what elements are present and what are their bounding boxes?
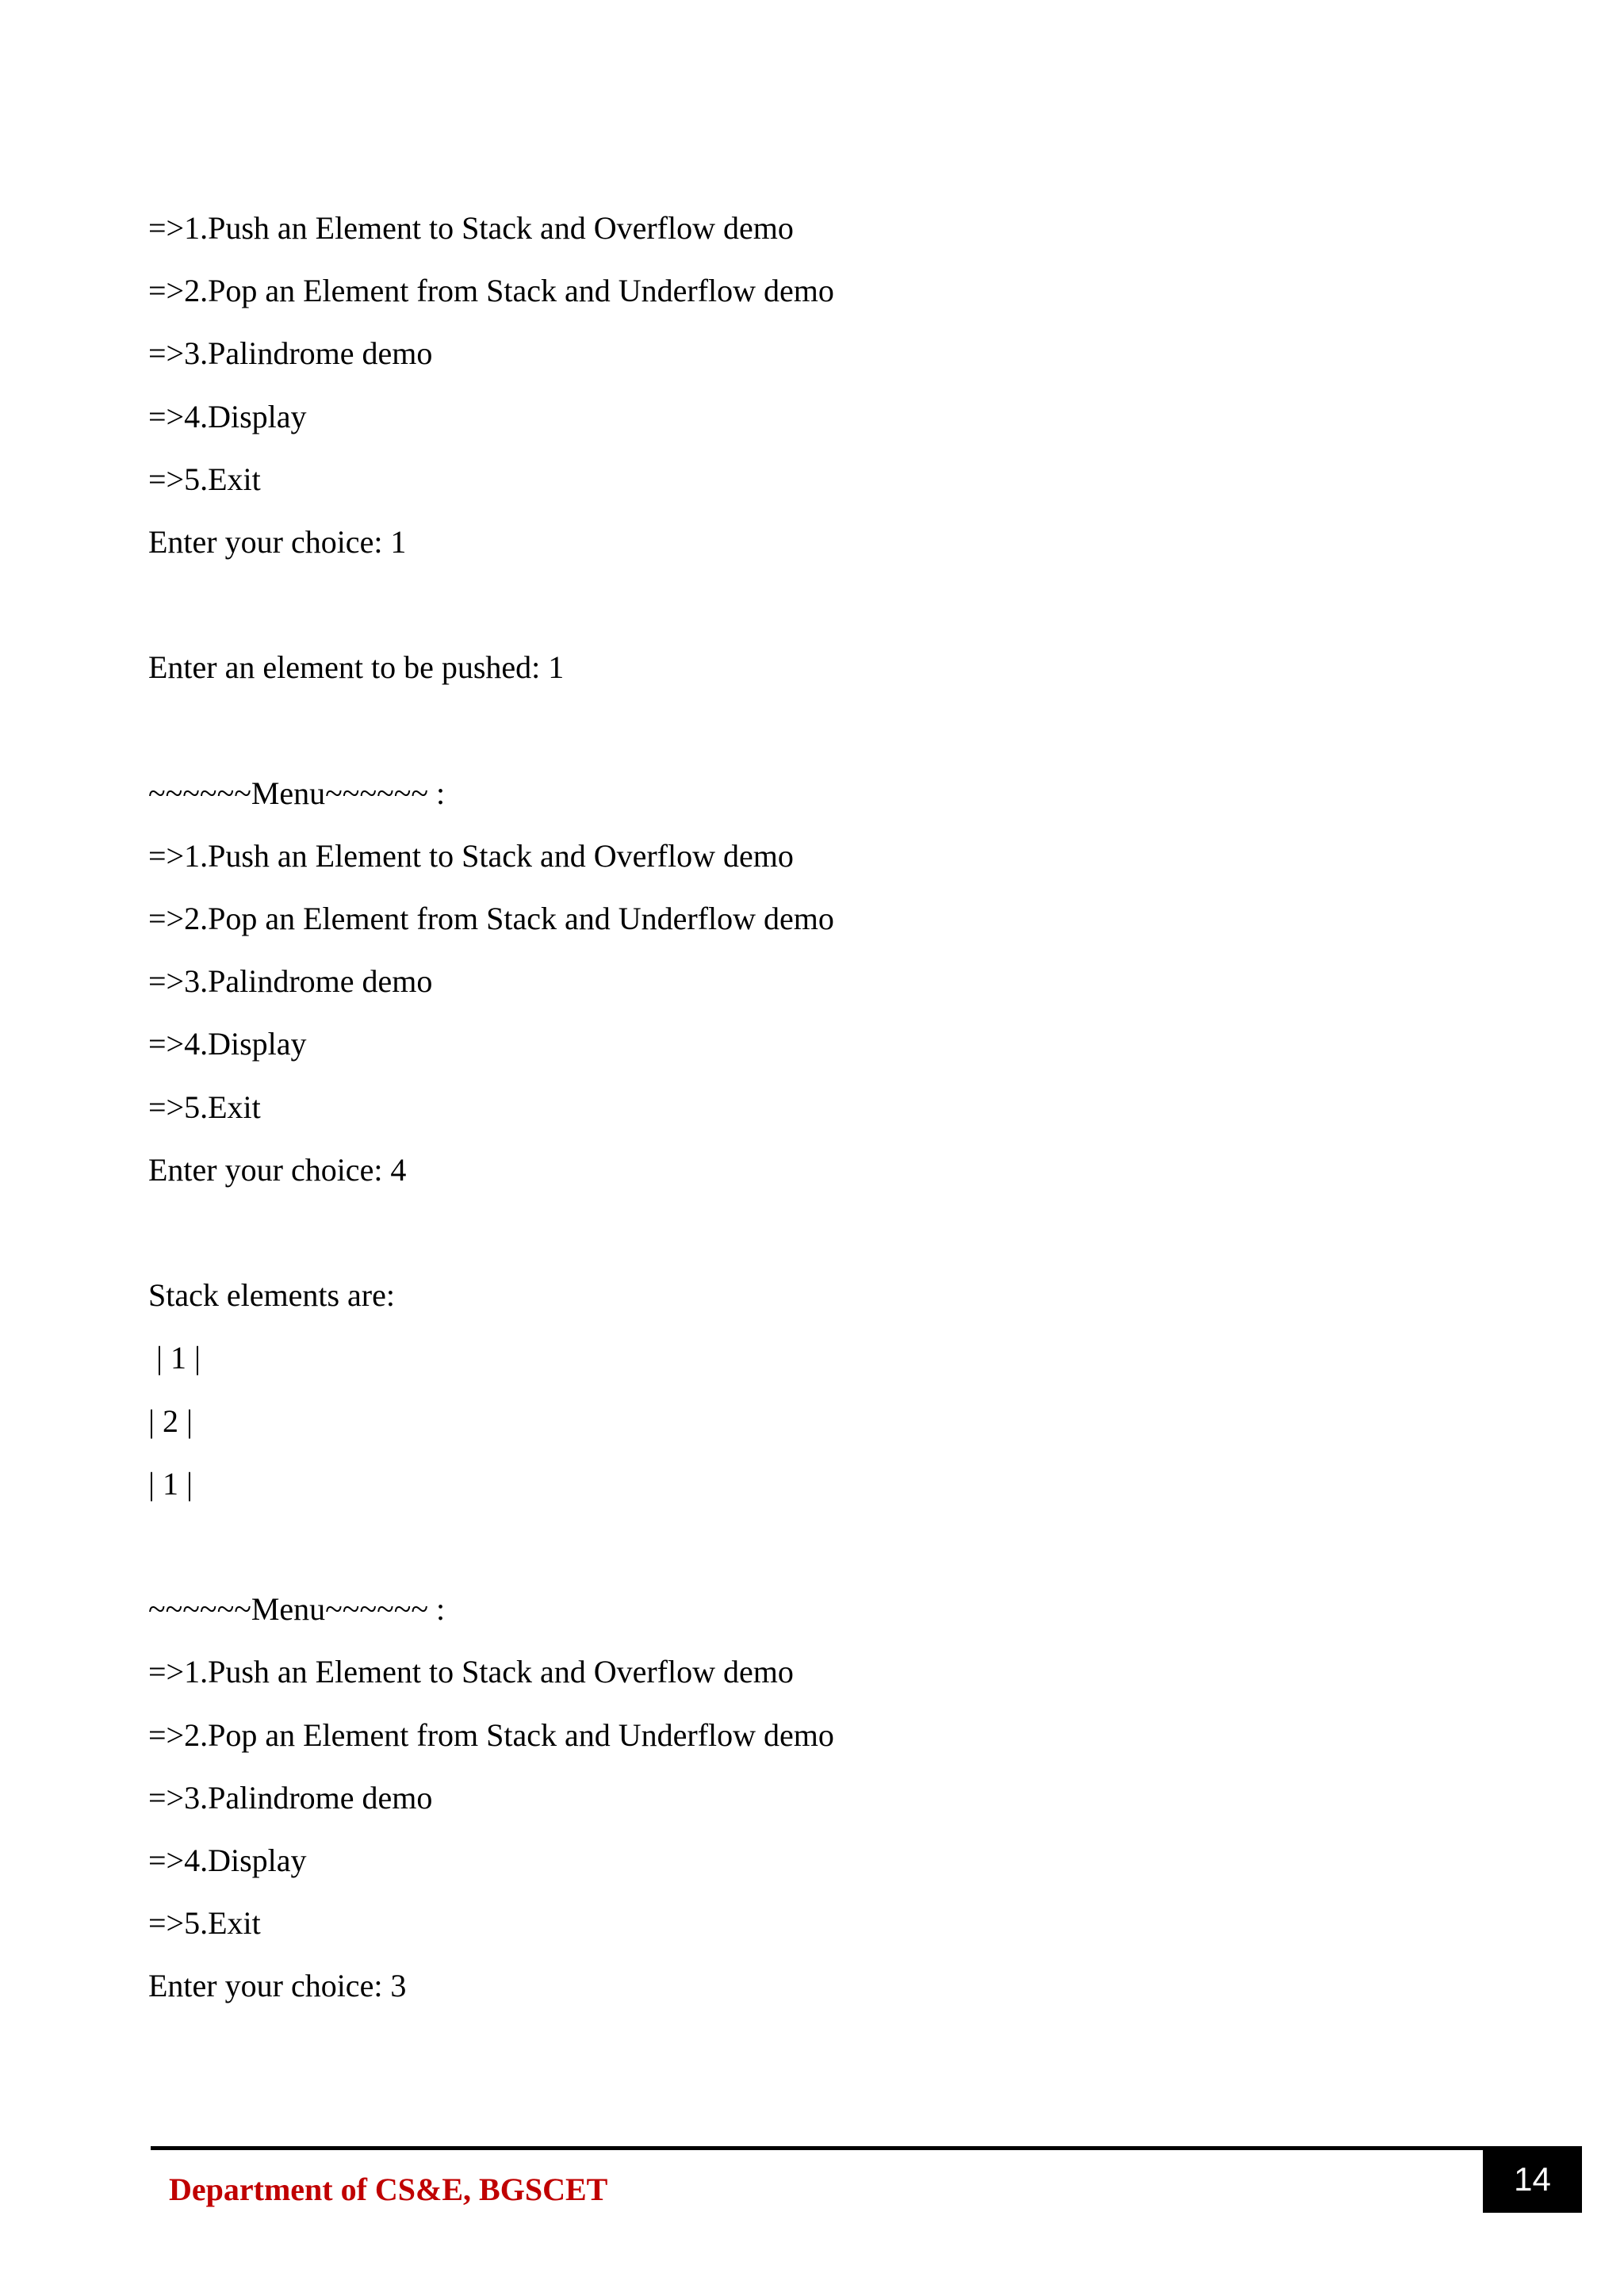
output-line: =>4.Display (148, 1026, 307, 1062)
output-line: =>3.Palindrome demo (148, 335, 433, 372)
console-output (148, 197, 1496, 2017)
blank-line (148, 699, 1496, 762)
output-line: =>2.Pop an Element from Stack and Underflow demo (148, 901, 834, 937)
output-line: =>2.Pop an Element from Stack and Underflow demo (148, 1716, 834, 1753)
output-line: =>1.Push an Element to Stack and Overflow demo (148, 210, 794, 246)
output-line: =>4.Display (148, 398, 307, 434)
output-line: =>1.Push an Element to Stack and Overflow demo (148, 1654, 794, 1690)
output-line: ~~~~~~Menu~~~~~~ : (148, 775, 446, 811)
blank-line (148, 1201, 1496, 1264)
output-line: =>5.Exit (148, 1089, 261, 1125)
output-line: Enter your choice: 1 (148, 523, 407, 560)
output-line: Enter an element to be pushed: 1 (148, 649, 565, 686)
blank-line (148, 573, 1496, 636)
output-line: ~~~~~~Menu~~~~~~ : (148, 1591, 446, 1628)
output-line: =>3.Palindrome demo (148, 1779, 433, 1816)
output-line: =>2.Pop an Element from Stack and Underflow demo (148, 273, 834, 309)
output-line: =>5.Exit (148, 1905, 261, 1942)
output-line: Enter your choice: 3 (148, 1968, 407, 2004)
page-number-badge (1483, 2146, 1582, 2213)
output-line: | 1 | (148, 1465, 193, 1502)
output-line: =>5.Exit (148, 461, 261, 497)
output-line: | 2 | (148, 1402, 193, 1439)
output-line: | 1 | (148, 1340, 201, 1376)
output-line: =>4.Display (148, 1842, 307, 1878)
blank-line (148, 1515, 1496, 1578)
footer-divider (151, 2146, 1483, 2150)
output-line: Enter your choice: 4 (148, 1151, 407, 1188)
output-line: =>3.Palindrome demo (148, 963, 433, 1000)
page-number: 14 (1514, 2160, 1551, 2198)
footer-department: Department of CS&E, BGSCET (169, 2172, 608, 2207)
output-line: Stack elements are: (148, 1277, 395, 1314)
output-line: =>1.Push an Element to Stack and Overflow demo (148, 837, 794, 874)
